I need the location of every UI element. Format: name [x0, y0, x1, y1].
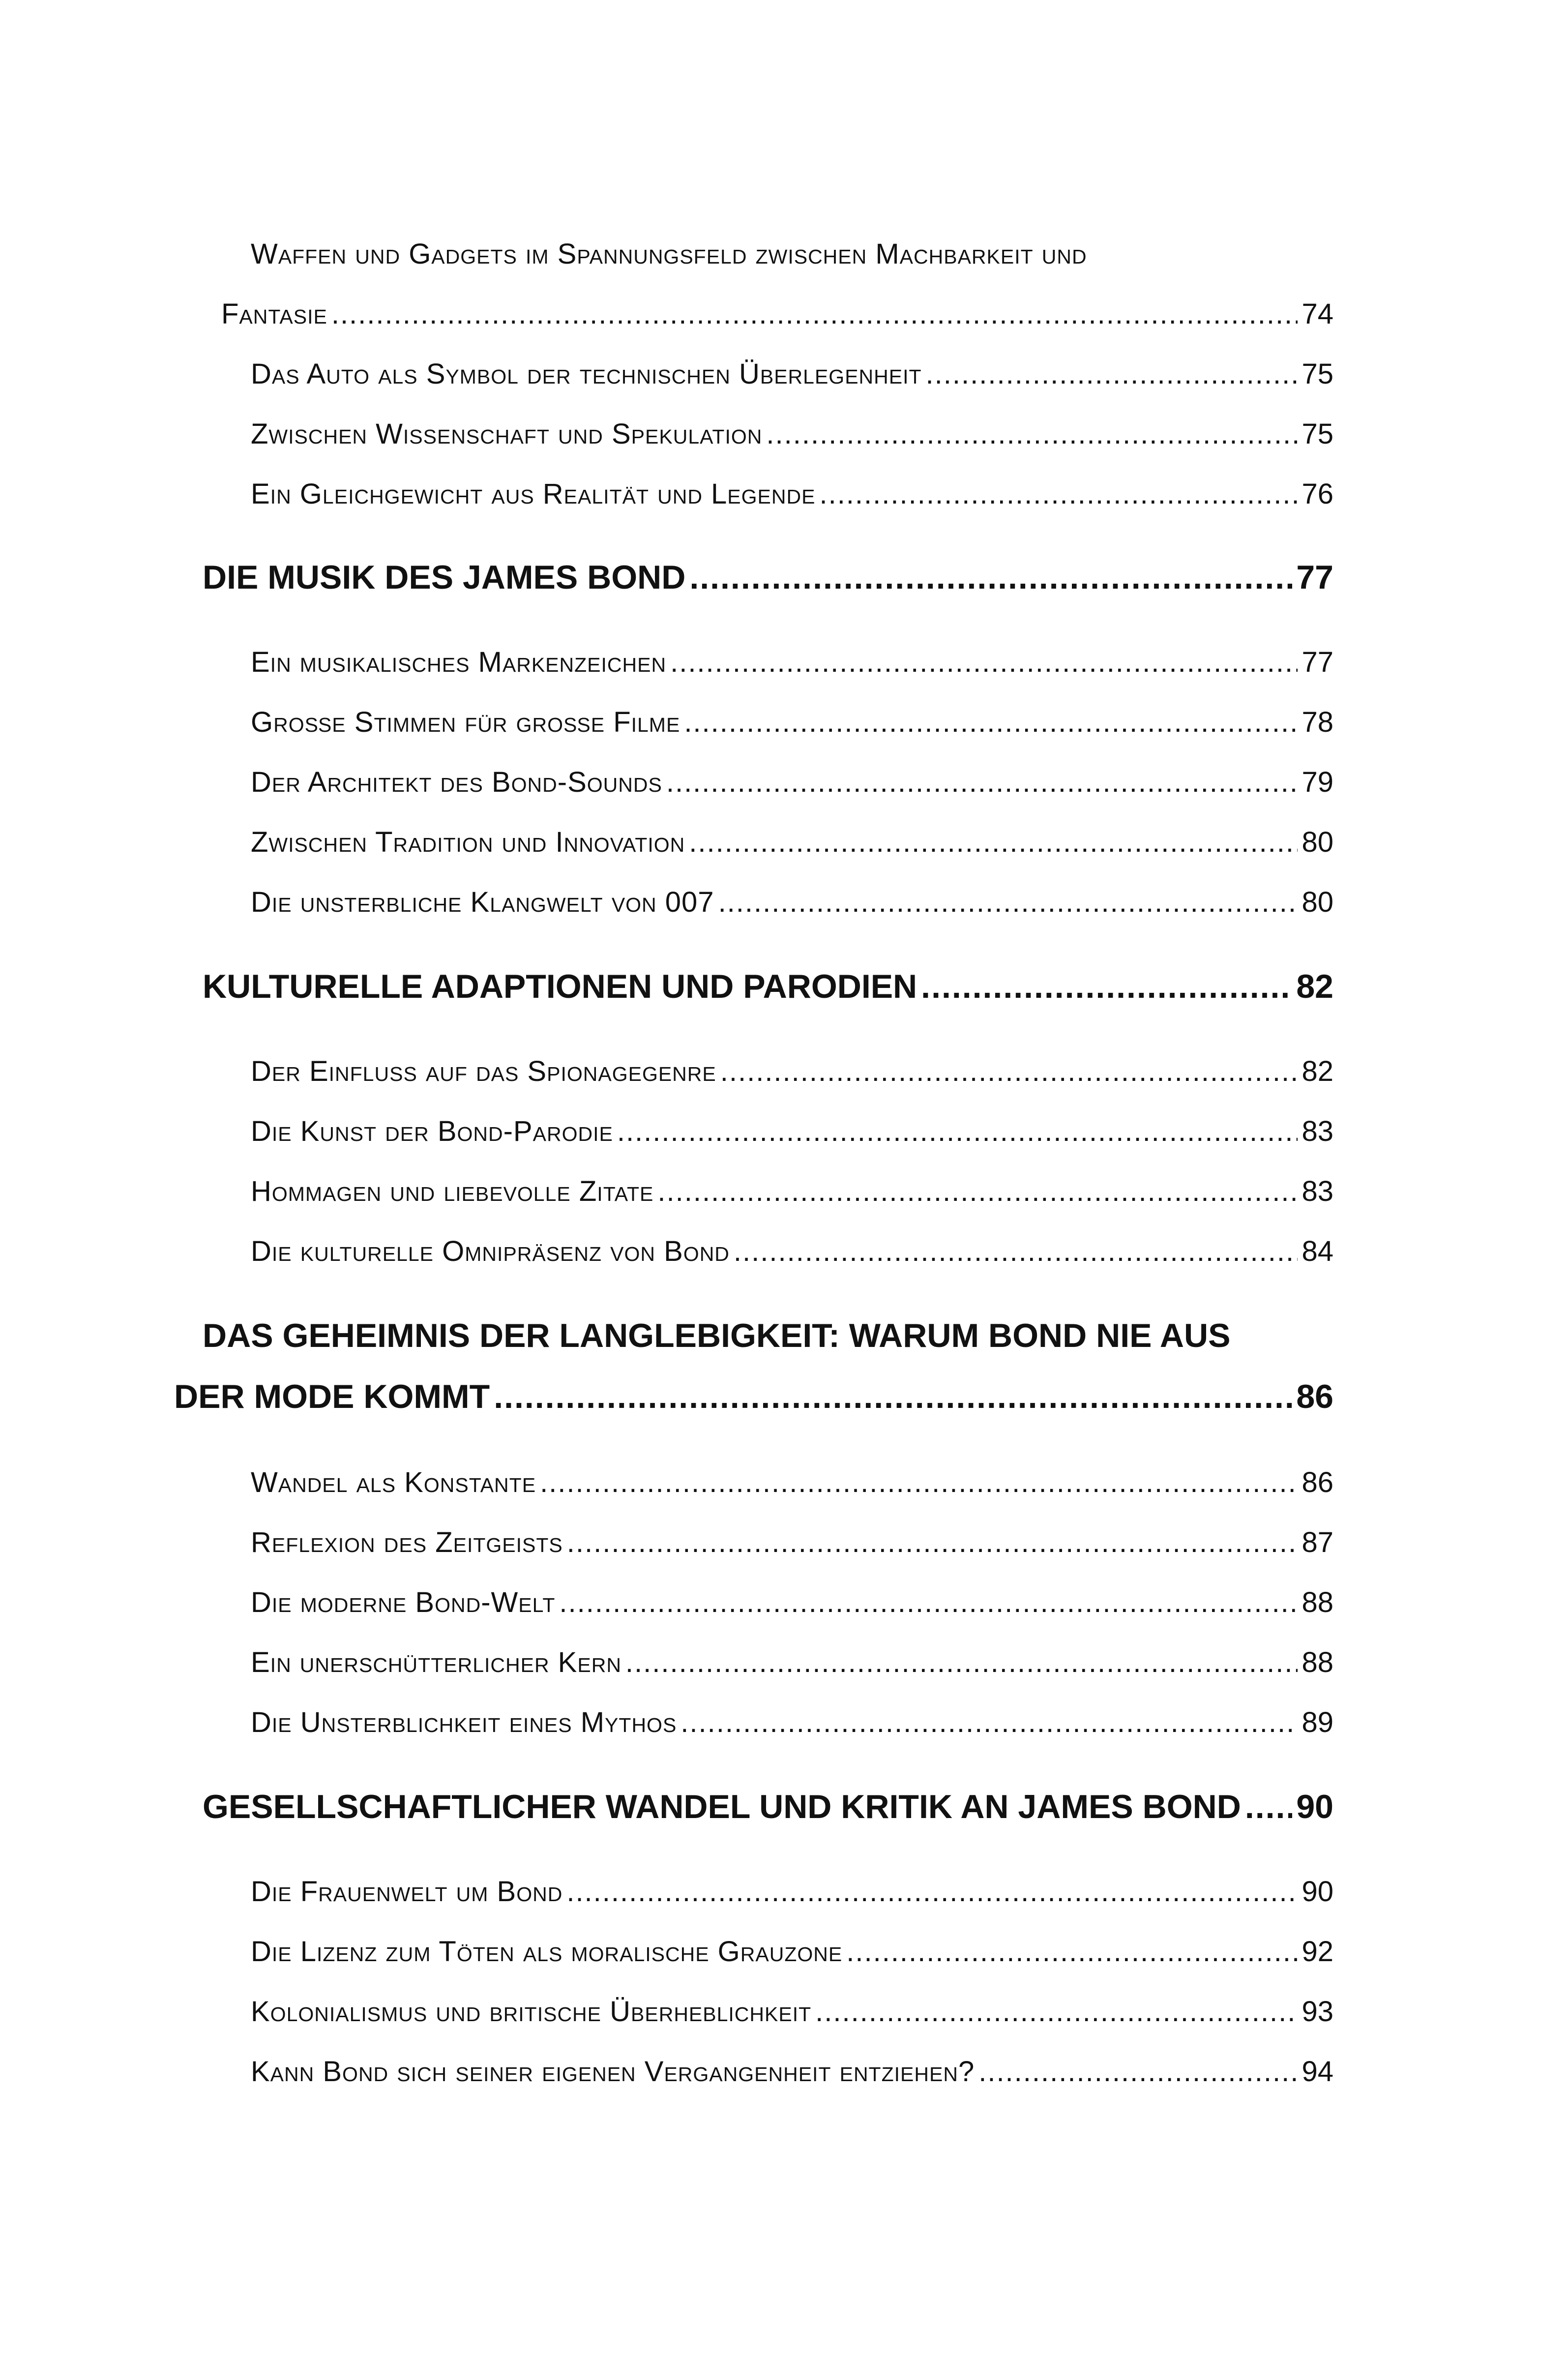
toc-entry-title: Wandel als Konstante: [251, 1466, 536, 1498]
toc-entry-title: Zwischen Tradition und Innovation: [251, 826, 685, 858]
toc-entry-title: Kann Bond sich seiner eigenen Vergangenheit entziehen?: [251, 2056, 975, 2088]
dot-leader: [684, 708, 1298, 737]
toc-page-number: 90: [1302, 1876, 1333, 1908]
toc-entry-title: Der Architekt des Bond-Sounds: [251, 766, 662, 798]
toc-chapter[interactable]: [203, 561, 1333, 594]
toc-entry[interactable]: [251, 648, 1333, 677]
toc-entry[interactable]: [251, 2058, 1333, 2086]
toc-page-number: 77: [1302, 646, 1333, 678]
toc-chapter-title: KULTURELLE ADAPTIONEN UND PARODIEN: [203, 968, 917, 1005]
dot-leader: [617, 1117, 1298, 1146]
toc-page-number: 92: [1302, 1936, 1333, 1968]
toc-chapter-title-line1: DAS GEHEIMNIS DER LANGLEBIGKEIT: WARUM BOND NIE AUS: [203, 1317, 1231, 1354]
toc-entry-title: Ein unerschütterlicher Kern: [251, 1646, 621, 1678]
toc-entry[interactable]: [251, 1588, 1333, 1617]
dot-leader: [734, 1237, 1298, 1266]
toc-entry[interactable]: [221, 300, 1333, 328]
toc-entry-title: Die moderne Bond-Welt: [251, 1586, 556, 1618]
toc-chapter[interactable]: [203, 1790, 1333, 1823]
toc-entry[interactable]: [251, 828, 1333, 857]
dot-leader: [815, 1998, 1298, 2026]
toc-entry[interactable]: [251, 420, 1333, 448]
dot-leader: [689, 561, 1292, 594]
toc-page-number: 76: [1302, 478, 1333, 510]
toc-entry-title: Die Kunst der Bond-Parodie: [251, 1115, 613, 1147]
dot-leader: [566, 1878, 1298, 1906]
toc-entry[interactable]: [251, 360, 1333, 388]
dot-leader: [1245, 1790, 1293, 1823]
dot-leader: [720, 1057, 1298, 1086]
toc-entry-title: Das Auto als Symbol der technischen Überlegenheit: [251, 358, 922, 390]
dot-leader: [666, 768, 1298, 797]
toc-page-number: 86: [1296, 1378, 1333, 1415]
toc-entry[interactable]: [251, 480, 1333, 508]
toc-page-number: 89: [1302, 1706, 1333, 1738]
toc-entry-title: Die unsterbliche Klangwelt von 007: [251, 886, 714, 918]
toc-entry-title: Ein Gleichgewicht aus Realität und Legende: [251, 478, 816, 510]
toc-entry[interactable]: [251, 1648, 1333, 1677]
toc-page-number: 86: [1302, 1466, 1333, 1498]
toc-page-number: 90: [1296, 1788, 1333, 1825]
toc-page-number: 75: [1302, 418, 1333, 450]
toc-entry[interactable]: [251, 1878, 1333, 1906]
toc-page-number: 79: [1302, 766, 1333, 798]
dot-leader: [567, 1528, 1298, 1557]
dot-leader: [766, 420, 1298, 448]
toc-entry[interactable]: [251, 1708, 1333, 1737]
dot-leader: [670, 648, 1298, 677]
toc-page-number: 75: [1302, 358, 1333, 390]
toc-entry-title: Der Einfluss auf das Spionagegenre: [251, 1055, 716, 1087]
toc-page-number: 83: [1302, 1175, 1333, 1207]
dot-leader: [926, 360, 1298, 388]
toc-entry[interactable]: [251, 1468, 1333, 1497]
dot-leader: [559, 1588, 1298, 1617]
toc-chapter-title: DER MODE KOMMT: [174, 1378, 490, 1415]
toc-entry[interactable]: [251, 708, 1333, 737]
toc-entry-title: Reflexion des Zeitgeists: [251, 1526, 563, 1558]
toc-entry-title: Die Unsterblichkeit eines Mythos: [251, 1706, 677, 1738]
toc-entry-title: Hommagen und liebevolle Zitate: [251, 1175, 654, 1207]
dot-leader: [680, 1708, 1298, 1737]
toc-entry[interactable]: [251, 1528, 1333, 1557]
toc-page-number: 84: [1302, 1235, 1333, 1267]
toc-chapter-title: GESELLSCHAFTLICHER WANDEL UND KRITIK AN JAMES BOND: [203, 1788, 1241, 1825]
dot-leader: [819, 480, 1298, 508]
toc-entry[interactable]: [251, 768, 1333, 797]
toc-entry-title: Fantasie: [221, 298, 327, 330]
toc-page-number: 78: [1302, 706, 1333, 738]
toc-entry-title-line1: Waffen und Gadgets im Spannungsfeld zwischen Machbarkeit und: [251, 238, 1087, 270]
toc-entry[interactable]: [251, 1177, 1333, 1206]
toc-entry-title: Zwischen Wissenschaft und Spekulation: [251, 418, 763, 450]
toc-entry-title: Die Lizenz zum Töten als moralische Grauzone: [251, 1936, 843, 1968]
dot-leader: [689, 828, 1298, 857]
toc-page-number: 87: [1302, 1526, 1333, 1558]
toc-page-number: 82: [1296, 968, 1333, 1005]
dot-leader: [625, 1648, 1298, 1677]
dot-leader: [846, 1938, 1298, 1966]
toc-entry[interactable]: [251, 1117, 1333, 1146]
toc-page-number: 88: [1302, 1586, 1333, 1618]
toc-chapter[interactable]: [203, 970, 1333, 1003]
dot-leader: [718, 888, 1298, 917]
toc-page-number: 83: [1302, 1115, 1333, 1147]
toc-page-number: 82: [1302, 1055, 1333, 1087]
toc-entry[interactable]: [251, 888, 1333, 917]
toc-entry[interactable]: [251, 1237, 1333, 1266]
toc-entry[interactable]: [251, 1938, 1333, 1966]
toc-page-number: 94: [1302, 2056, 1333, 2088]
toc-entry-title: Die Frauenwelt um Bond: [251, 1876, 563, 1908]
toc-entry[interactable]: [251, 1998, 1333, 2026]
toc-page-number: 80: [1302, 886, 1333, 918]
dot-leader: [540, 1468, 1298, 1497]
toc-page-number: 93: [1302, 1996, 1333, 2028]
toc-chapter[interactable]: [174, 1380, 1333, 1413]
toc-chapter-title: DIE MUSIK DES JAMES BOND: [203, 559, 686, 596]
toc-entry-title: Die kulturelle Omnipräsenz von Bond: [251, 1235, 730, 1267]
toc-entry-title: Ein musikalisches Markenzeichen: [251, 646, 667, 678]
dot-leader: [921, 970, 1292, 1003]
toc-entry[interactable]: [251, 1057, 1333, 1086]
dot-leader: [331, 300, 1298, 328]
toc-entry-title: Kolonialismus und britische Überheblichkeit: [251, 1996, 812, 2028]
toc-page-number: 88: [1302, 1646, 1333, 1678]
toc-page-number: 77: [1296, 559, 1333, 596]
toc-page-number: 80: [1302, 826, 1333, 858]
toc-page-number: 74: [1302, 298, 1333, 330]
dot-leader: [494, 1380, 1292, 1413]
dot-leader: [978, 2058, 1298, 2086]
dot-leader: [657, 1177, 1298, 1206]
toc-entry-title: Große Stimmen für große Filme: [251, 706, 680, 738]
